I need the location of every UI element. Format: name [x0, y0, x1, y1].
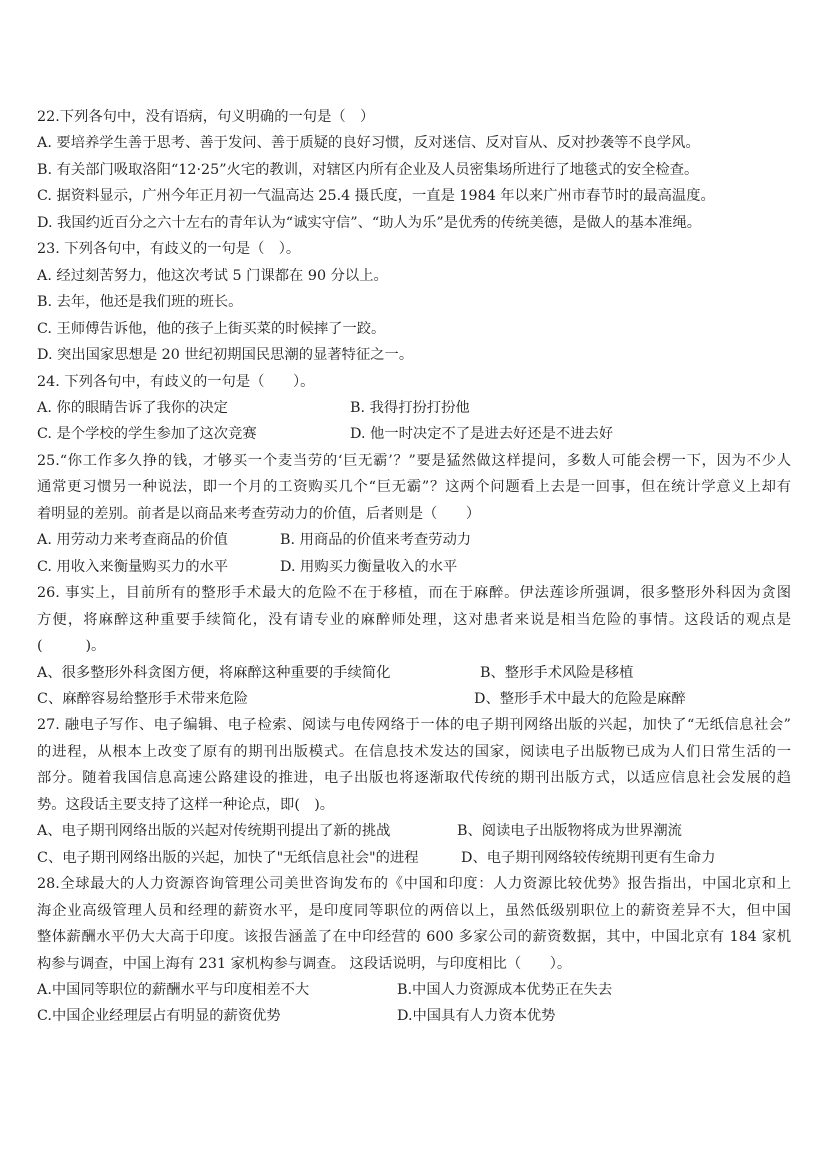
text-line: 24. 下列各句中，有歧义的一句是（ ）。 — [37, 373, 315, 390]
option-text: C.中国企业经理层占有明显的薪资优势 — [37, 1008, 281, 1025]
option-text: C、电子期刊网络出版的兴起，加快了"无纸信息社会"的进程 — [37, 849, 419, 866]
option-text: D、电子期刊网络较传统期刊更有生命力 — [461, 849, 716, 866]
text-line: C. 据资料显示，广州今年正月初一气温高达 25.4 摄氏度，一直是 1984 年以来广州市春节时的最高温度。 — [37, 188, 715, 205]
text-line: A. 要培养学生善于思考、善于发问、善于质疑的良好习惯，反对迷信、反对盲从、反对抄袭等不良学风。 — [37, 135, 700, 152]
text-line — [37, 818, 791, 844]
option-text: B. 用商品的价值来考查劳动力 — [280, 532, 472, 549]
option-text: C. 是个学校的学生参加了这次竞赛 — [37, 426, 257, 443]
option-text: B. 我得打扮打扮他 — [350, 399, 470, 416]
option-text: A. 用劳动力来考查商品的价值 — [37, 532, 228, 549]
text-line: 势。这段话主要支持了这样一种论点，即( )。 — [37, 796, 335, 813]
text-line: 方便，将麻醉这种重要手续简化，没有请专业的麻醉师处理，这对患者来说是相当危险的事情。这段话的观点是 — [37, 611, 791, 628]
text-line: C. 王师傅告诉他，他的孩子上街买菜的时候摔了一跤。 — [37, 320, 386, 337]
option-text: A、很多整形外科贪图方便，将麻醉这种重要的手续简化 — [37, 664, 391, 681]
text-line — [37, 845, 791, 871]
text-line: 部分。随着我国信息高速公路建设的推进，电子出版也将逐渐取代传统的期刊出版方式，以适应信息社会发展的趋 — [37, 770, 791, 787]
text-line: 构参与调查，中国上海有 231 家机构参与调查。 这段话说明，与印度相比（ ）。 — [37, 955, 572, 972]
text-line: 25.“你工作多久挣的钱，才够买一个麦当劳的‘巨无霸’？”要是猛然做这样提问，多数人可能会楞一下，因为不少人 — [37, 452, 791, 469]
text-line: 的进程，从根本上改变了原有的期刊出版模式。在信息技术发达的国家，阅读电子出版物已成为人们日常生活的一 — [37, 743, 791, 760]
text-line — [37, 977, 791, 1003]
text-line: 28.全球最大的人力资源咨询管理公司美世咨询发布的《中国和印度：人力资源比较优势》报告指出，中国北京和上 — [37, 876, 791, 893]
text-line: B. 有关部门吸取洛阳“12·25”火宅的教训，对辖区内所有企业及人员密集场所进行了地毯式的安全检查。 — [37, 161, 699, 178]
option-text: D.中国具有人力资本优势 — [397, 1008, 556, 1025]
text-line: ( )。 — [37, 638, 106, 655]
text-line: 26. 事实上，目前所有的整形手术最大的危险不在于移植，而在于麻醉。伊法莲诊所强调，很多整形外科因为贪图 — [37, 585, 791, 602]
text-line: 22.下列各句中，没有语病，句义明确的一句是（ ） — [37, 109, 375, 125]
text-line: B. 去年，他还是我们班的班长。 — [37, 294, 243, 311]
text-line: D. 我国约近百分之六十左右的青年认为“诚实守信”、“助人为乐”是优秀的传统美德，是做人的基本准绳。 — [37, 214, 702, 231]
option-text: C. 用收入来衡量购买力的水平 — [37, 558, 229, 575]
option-text: D、整形手术中最大的危险是麻醉 — [474, 690, 686, 707]
option-text: B、阅读电子出版物将成为世界潮流 — [457, 823, 682, 840]
option-text: A. 你的眼睛告诉了我你的决定 — [37, 399, 228, 416]
option-text: A、电子期刊网络出版的兴起对传统期刊提出了新的挑战 — [37, 823, 391, 840]
text-line — [37, 1003, 791, 1029]
option-text: D. 用购买力衡量收入的水平 — [280, 558, 458, 575]
option-text: B、整形手术风险是移植 — [480, 664, 634, 681]
text-line — [37, 527, 791, 553]
text-line: 海企业高级管理人员和经理的薪资水平，是印度同等职位的两倍以上，虽然低级别职位上的薪资差异不大，但中国 — [37, 902, 791, 919]
text-line — [37, 686, 791, 712]
option-text: A.中国同等职位的薪酬水平与印度相差不大 — [37, 981, 310, 998]
text-line: 着明显的差别。前者是以商品来考查劳动力的价值，后者则是（ ） — [37, 505, 481, 522]
text-line — [37, 395, 791, 421]
option-text: D. 他一时决定不了是进去好还是不进去好 — [350, 426, 614, 443]
text-line: 27. 融电子写作、电子编辑、电子检索、阅读与电传网络于一体的电子期刊网络出版的兴起，加快了“无纸信息社会” — [37, 717, 791, 734]
option-text: B.中国人力资源成本优势正在失去 — [397, 981, 613, 998]
text-line: 23. 下列各句中，有歧义的一句是（ ）。 — [37, 241, 301, 258]
option-text: C、麻醉容易给整形手术带来危险 — [37, 690, 249, 707]
text-line: 整体薪酬水平仍大大高于印度。该报告涵盖了在中印经营的 600 多家公司的薪资数据，其中，中国北京有 184 家机 — [37, 929, 791, 946]
text-line: D. 突出国家思想是 20 世纪初期国民思潮的显著特征之一。 — [37, 347, 414, 364]
text-line: 通常更习惯另一种说法，即一个月的工资购买几个“巨无霸”？这两个问题看上去是一回事，但在统计学意义上却有 — [37, 479, 791, 496]
text-line — [37, 660, 791, 686]
text-line — [37, 554, 791, 580]
text-line: A. 经过刻苦努力，他这次考试 5 门课都在 90 分以上。 — [37, 267, 388, 284]
text-line — [37, 421, 791, 447]
